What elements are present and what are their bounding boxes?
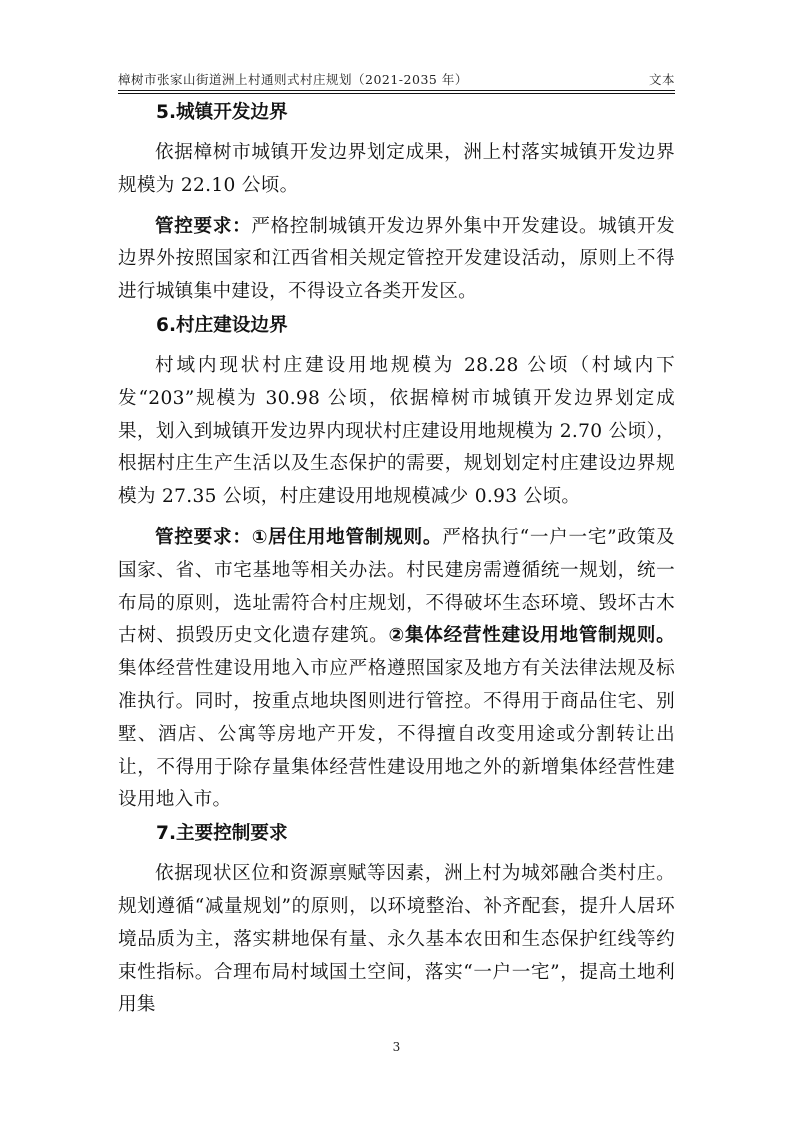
control-lead: 管控要求：: [155, 215, 252, 237]
page-number: 3: [392, 1040, 401, 1054]
section-heading: 5.城镇开发边界: [156, 102, 288, 123]
paragraph-text: 严格控制城镇开发边界外集中开发建设。城镇开发边界外按照国家和江西省相关规定管控开发建设活动，原则上不得进行城镇集中建设，不得设立各类开发区。: [118, 215, 675, 303]
paragraph-text: 村域内现状村庄建设用地规模为 28.28 公顷（村域内下发“203”规模为 30.98 公顷，依据樟树市城镇开发边界划定成果，划入到城镇开发边界内现状村庄建设用地规模为 2.70 公顷），根据村庄生产生活以及生态保护的需要，规划划定村庄建设边界规模为 27.35 公顷，村庄建设用地规模减少 0.93 公顷。: [118, 354, 675, 508]
body-paragraph: [118, 350, 675, 514]
paragraph-text: 依据樟树市城镇开发边界划定成果，洲上村落实城镇开发边界规模为 22.10 公顷。: [118, 142, 675, 196]
paragraph-text: 依据现状区位和资源禀赋等因素，洲上村为城郊融合类村庄。规划遵循“减量规划”的原则，以环境整治、补齐配套，提升人居环境品质为主，落实耕地保有量、永久基本农田和生态保护红线等约束性指标。合理布局村域国土空间，落实“一户一宅”，提高土地利用集: [118, 863, 675, 1016]
document-body: [118, 96, 675, 1022]
document-title: 樟树市张家山街道洲上村通则式村庄规划（2021-2035 年）: [118, 72, 468, 87]
section-tag: 文本: [648, 72, 675, 87]
body-paragraph: [118, 137, 675, 203]
page-header: [118, 66, 675, 88]
rule-title: ②集体经营性建设用地管制规则。: [388, 625, 676, 647]
body-paragraph: [118, 858, 675, 1022]
header-divider-thin: [118, 93, 675, 94]
section-heading: 6.村庄建设边界: [156, 314, 288, 336]
rule-text: 严格执行“一户一宅”政策及国家、省、市宅基地等相关办法。村民建房需遵循统一规划，统一布局的原则，选址需符合村庄规划，不得破坏生态环境、毁坏古木古树、损毁历史文化遗存建筑。: [118, 526, 675, 647]
control-paragraph: [118, 211, 675, 309]
rule-text: 集体经营性建设用地入市应严格遵照国家及地方有关法律法规及标准执行。同时，按重点地块图则进行管控。不得用于商品住宅、别墅、酒店、公寓等房地产开发，不得擅自改变用途或分割转让出让，不得用于除存量集体经营性建设用地之外的新增集体经营性建设用地入市。: [118, 658, 675, 811]
rule-title: ①居住用地管制规则。: [251, 526, 443, 548]
control-paragraph: [118, 522, 675, 817]
section-heading: 7.主要控制要求: [156, 823, 288, 845]
control-lead: 管控要求：: [155, 526, 252, 548]
header-divider: [118, 90, 675, 91]
